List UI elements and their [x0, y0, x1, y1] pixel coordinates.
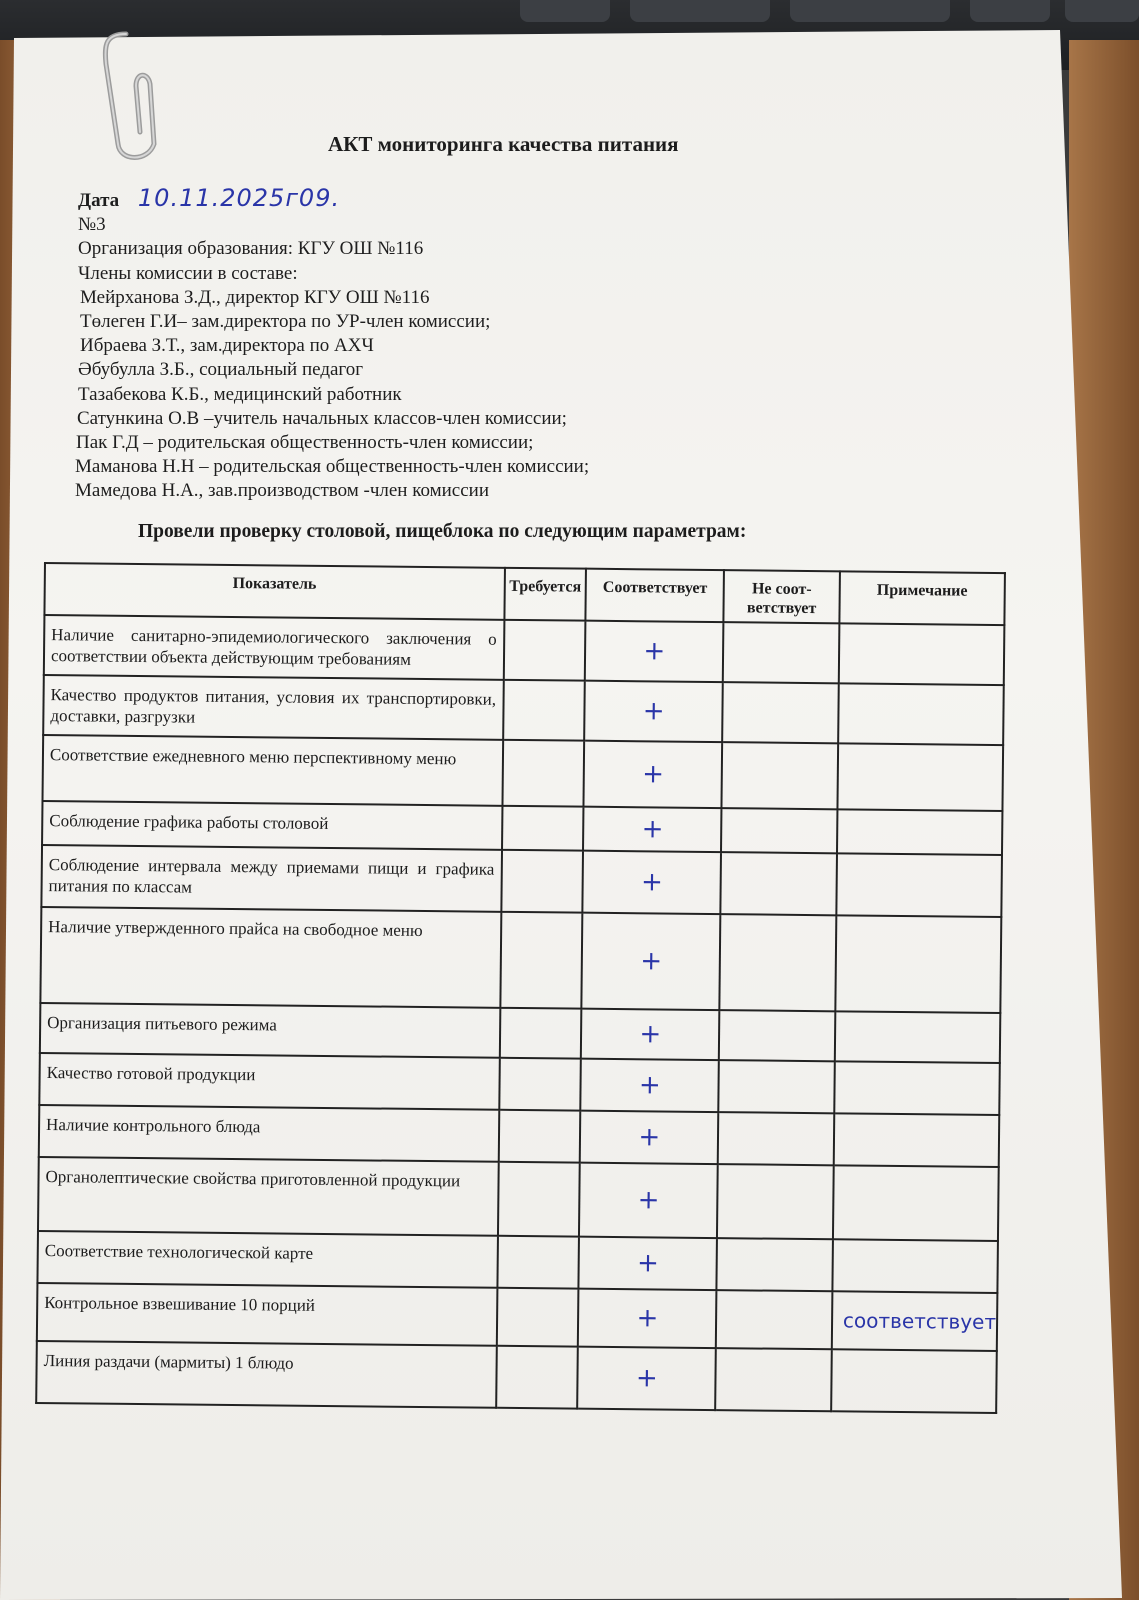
row-not-complies: [719, 1060, 835, 1113]
organization: Организация образования: КГУ ОШ №116: [78, 238, 424, 260]
member-line: Тазабекова К.Б., медицинский работник: [78, 383, 402, 405]
header-required: Требуется: [504, 568, 586, 621]
row-required: [497, 1236, 579, 1289]
row-notes-handwritten: соответствует: [832, 1291, 998, 1351]
row-indicator: Соблюдение графика работы столовой: [42, 801, 502, 850]
table-row: [36, 1341, 997, 1413]
row-required: [498, 1110, 580, 1163]
document-number: №3: [78, 214, 106, 236]
member-line: Ибраева З.Т., зам.директора по АХЧ: [80, 335, 374, 357]
members-heading: Члены комиссии в составе:: [78, 262, 298, 284]
row-indicator: Наличие санитарно-эпидемиологического заключения о соответствии объекта действующим требованиям: [44, 615, 504, 680]
row-not-complies: [721, 852, 837, 915]
row-notes: [835, 1011, 1001, 1063]
row-notes: [835, 915, 1001, 1013]
row-required: [502, 806, 584, 851]
table-row: [38, 1157, 999, 1241]
row-not-complies: [722, 682, 838, 743]
header-notes: Примечание: [839, 571, 1005, 625]
header-not-complies: Не соот-ветствует: [724, 570, 840, 623]
header-indicator: Показатель: [44, 563, 504, 620]
row-complies-mark: +: [584, 741, 723, 808]
row-required: [496, 1346, 579, 1409]
row-indicator: Контрольное взвешивание 10 порций: [37, 1283, 497, 1346]
row-complies-mark: +: [585, 681, 724, 742]
row-not-complies: [721, 808, 837, 853]
paperclip-icon: [96, 24, 166, 169]
row-notes: [837, 809, 1003, 855]
date-line: [78, 186, 978, 213]
row-notes: [838, 683, 1004, 745]
row-notes: [831, 1349, 997, 1413]
row-indicator: Качество продуктов питания, условия их транспортировки, доставки, разгрузки: [43, 675, 503, 740]
row-indicator: Наличие утвержденного прайса на свободное меню: [40, 907, 500, 1008]
member-line: Мейрханова З.Д., директор КГУ ОШ №116: [80, 286, 430, 308]
row-required: [499, 1008, 581, 1059]
row-notes: [834, 1061, 1000, 1115]
row-notes: [833, 1165, 999, 1241]
row-not-complies: [717, 1238, 833, 1291]
inspection-table: [35, 562, 1006, 1414]
row-complies-mark: +: [583, 807, 721, 852]
row-required: [501, 850, 584, 913]
row-notes: [834, 1113, 1000, 1167]
row-complies-mark: +: [578, 1289, 716, 1348]
row-not-complies: [717, 1164, 833, 1239]
row-required: [499, 1058, 581, 1111]
row-not-complies: [719, 1010, 835, 1061]
member-line: Төлеген Г.И– зам.директора по УР-член комиссии;: [80, 311, 491, 333]
row-complies-mark: +: [580, 1111, 718, 1164]
row-required: [503, 620, 585, 681]
row-notes: [837, 743, 1003, 811]
row-not-complies: [715, 1348, 831, 1411]
row-complies-mark: +: [579, 1163, 718, 1238]
document-title: АКТ мониторинга качества питания: [328, 132, 679, 156]
table-subtitle: Провели проверку столовой, пищеблока по следующим параметрам:: [138, 521, 747, 542]
row-complies-mark: +: [581, 1009, 719, 1060]
inspection-table-wrapper: [35, 562, 1030, 1414]
table-row: [40, 907, 1001, 1013]
row-complies-mark: +: [579, 1237, 717, 1290]
row-indicator: Организация питьевого режима: [40, 1003, 500, 1058]
row-complies-mark: +: [585, 621, 724, 682]
member-line: Сатункина О.В –учитель начальных классов-член комиссии;: [77, 407, 567, 429]
member-line: Маманова Н.Н – родительская общественность-член комиссии;: [75, 456, 590, 478]
table-row: [41, 845, 1002, 917]
row-not-complies: [723, 622, 839, 683]
row-notes: [836, 853, 1002, 917]
header-complies: Соответствует: [586, 569, 724, 622]
row-not-complies: [716, 1290, 832, 1349]
row-indicator: Соответствие ежедневного меню перспективному меню: [42, 735, 502, 806]
table-row: [43, 675, 1004, 745]
row-indicator: Органолептические свойства приготовленной продукции: [38, 1157, 498, 1236]
member-line: Мамедова Н.А., зав.производством -член комиссии: [75, 480, 490, 502]
row-not-complies: [720, 914, 837, 1011]
table-row: [44, 615, 1005, 685]
row-indicator: Линия раздачи (мармиты) 1 блюдо: [36, 1341, 496, 1408]
row-indicator: Качество готовой продукции: [39, 1053, 499, 1110]
row-complies-mark: +: [582, 913, 721, 1010]
row-required: [497, 1162, 580, 1237]
row-not-complies: [718, 1112, 834, 1165]
row-indicator: Наличие контрольного блюда: [39, 1105, 499, 1162]
row-indicator: Соблюдение интервала между приемами пищи и графика питания по классам: [41, 845, 501, 912]
row-notes: [832, 1239, 998, 1293]
row-not-complies: [722, 742, 838, 809]
row-required: [500, 912, 583, 1009]
row-notes: [839, 623, 1005, 685]
row-indicator: Соответствие технологической карте: [37, 1231, 497, 1288]
member-line: Пак Г.Д – родительская общественность-член комиссии;: [76, 432, 534, 454]
row-complies-mark: +: [578, 1347, 717, 1410]
row-required: [502, 740, 585, 807]
row-required: [503, 680, 585, 741]
table-row: [37, 1283, 998, 1351]
row-required: [496, 1288, 578, 1347]
row-complies-mark: +: [583, 851, 722, 914]
document-header-info: [75, 184, 978, 504]
date-value-handwritten: 10.11.2025г09.: [137, 184, 341, 212]
date-label: Дата: [78, 190, 120, 211]
member-line: Әбубулла З.Б., социальный педагог: [78, 359, 364, 381]
row-complies-mark: +: [581, 1059, 719, 1112]
table-row: [42, 735, 1003, 811]
